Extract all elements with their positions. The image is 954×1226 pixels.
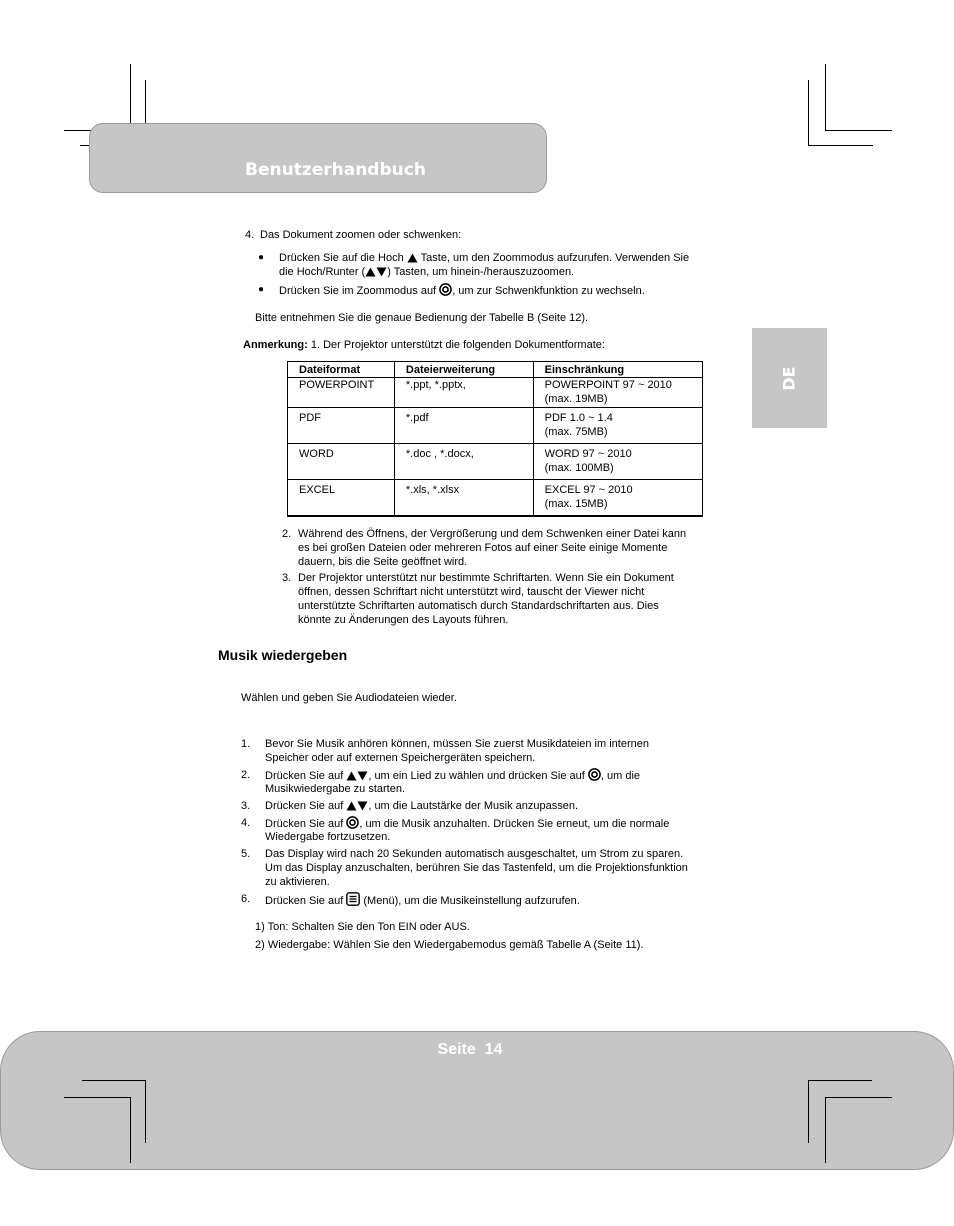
table-header-cell: Einschränkung [533, 362, 702, 378]
limit-line: POWERPOINT 97 ~ 2010 [544, 379, 672, 391]
limit-line: (max. 100MB) [544, 462, 614, 474]
table-cell-limit [533, 378, 702, 408]
music-step-line: Wiedergabe fortzusetzen. [265, 831, 391, 843]
remark-note-line: unterstützte Schriftarten automatisch durch Standardschriftarten aus. Dies [298, 600, 659, 612]
page-number: Seite 14 [437, 1041, 503, 1058]
music-sub-item: 2) Wiedergabe: Wählen Sie den Wiedergabemodus gemäß Tabelle A (Seite 11). [255, 939, 644, 951]
zoom-bullet-1-line-1 [279, 251, 689, 265]
table-cell-extension: *.pdf [394, 408, 533, 444]
music-step-text: Drücken Sie auf [265, 770, 344, 782]
table-cell-format: EXCEL [288, 480, 395, 517]
table-row [288, 408, 703, 444]
zoom-bullet-2 [279, 283, 645, 298]
remark-text: 1. Der Projektor unterstützt die folgenden Dokumentformate: [310, 339, 605, 351]
header-title: Benutzerhandbuch [245, 160, 426, 180]
zoom-bullet-1-text-c: die Hoch/Runter ( [279, 266, 366, 278]
zoom-bullet-1-text-d: ) Tasten, um hinein-/herauszuzoomen. [387, 266, 575, 278]
limit-line: WORD 97 ~ 2010 [544, 448, 632, 460]
remark-note-line: dauern, bis die Seite geöffnet wird. [298, 556, 468, 568]
remark-note-line: es bei großen Dateien oder mehreren Fotos auf einer Seite einige Momente [298, 542, 668, 554]
zoom-item-number: 4. [245, 229, 255, 241]
ok-button-icon [588, 768, 601, 781]
zoom-bullet-1-line-2 [279, 265, 574, 279]
remark-note-line: Der Projektor unterstützt nur bestimmte Schriftarten. Wenn Sie ein Dokument [298, 572, 674, 584]
menu-icon [346, 892, 360, 906]
up-triangle-icon [346, 771, 357, 781]
bullet-dot: ● [258, 284, 265, 295]
music-step-line: zu aktivieren. [265, 876, 330, 888]
table-header-row [288, 362, 703, 378]
zoom-bullet-2-text-b: , um zur Schwenkfunktion zu wechseln. [452, 285, 645, 297]
table-cell-extension: *.xls, *.xlsx [394, 480, 533, 517]
remark-note-line: öffnen, dessen Schriftart nicht unterstützt wird, tauscht der Viewer nicht [298, 586, 645, 598]
zoom-note: Bitte entnehmen Sie die genaue Bedienung der Tabelle B (Seite 12). [255, 312, 589, 324]
remark-line [243, 338, 605, 352]
header-tab [89, 123, 547, 193]
music-step-number: 2. [241, 769, 251, 781]
down-triangle-icon [376, 267, 387, 277]
table-cell-limit [533, 408, 702, 444]
music-step-line [265, 816, 669, 831]
music-step-text: , um ein Lied zu wählen und drücken Sie auf [368, 770, 585, 782]
zoom-bullet-1-text-a: Drücken Sie auf die Hoch [279, 252, 404, 264]
table-cell-format: PDF [288, 408, 395, 444]
table-row [288, 378, 703, 408]
music-step-text: Drücken Sie auf [265, 800, 344, 812]
language-tab-label: DE [780, 365, 799, 391]
music-step-line: Um das Display anzuschalten, berühren Sie das Tastenfeld, um die Projektionsfunktion [265, 862, 688, 874]
music-step-number: 4. [241, 817, 251, 829]
music-step-text: , um die Lautstärke der Musik anzupassen. [368, 800, 579, 812]
limit-line: PDF 1.0 ~ 1.4 [544, 412, 613, 424]
table-row [288, 480, 703, 517]
ok-button-icon [439, 283, 452, 296]
zoom-bullet-2-text-a: Drücken Sie im Zoommodus auf [279, 285, 437, 297]
music-step-line: Das Display wird nach 20 Sekunden automatisch ausgeschaltet, um Strom zu sparen. [265, 848, 684, 860]
limit-line: (max. 75MB) [544, 426, 608, 438]
table-cell-extension: *.ppt, *.pptx, [394, 378, 533, 408]
ok-button-icon [346, 816, 359, 829]
table-cell-extension: *.doc , *.docx, [394, 444, 533, 480]
music-step-number: 3. [241, 800, 251, 812]
remark-note-line: Während des Öffnens, der Vergrößerung und dem Schwenken einer Datei kann [298, 528, 687, 540]
table-cell-format: WORD [288, 444, 395, 480]
table-header-cell: Dateierweiterung [394, 362, 533, 378]
music-step-number: 6. [241, 893, 251, 905]
table-row [288, 444, 703, 480]
remark-label: Anmerkung: [243, 339, 308, 351]
music-step-text: Drücken Sie auf [265, 895, 344, 907]
up-triangle-icon [346, 801, 357, 811]
remark-note-number: 3. [282, 572, 292, 584]
music-step-text: , um die Musik anzuhalten. Drücken Sie erneut, um die normale [359, 818, 670, 830]
music-step-line: Bevor Sie Musik anhören können, müssen Sie zuerst Musikdateien im internen [265, 738, 649, 750]
up-triangle-icon [407, 253, 418, 263]
music-intro: Wählen und geben Sie Audiodateien wieder. [241, 692, 457, 704]
zoom-bullet-1-text-b: Taste, um den Zoommodus aufzurufen. Verwenden Sie [420, 252, 690, 264]
table-cell-format: POWERPOINT [288, 378, 395, 408]
music-step-line: Musikwiedergabe zu starten. [265, 783, 406, 795]
limit-line: (max. 15MB) [544, 498, 608, 510]
table-header-cell: Dateiformat [288, 362, 395, 378]
limit-line: EXCEL 97 ~ 2010 [544, 484, 633, 496]
music-step-text: (Menü), um die Musikeinstellung aufzurufen. [363, 895, 580, 907]
limit-line: (max. 19MB) [544, 393, 608, 405]
remark-note-number: 2. [282, 528, 292, 540]
document-format-table [287, 361, 703, 517]
music-sub-item: 1) Ton: Schalten Sie den Ton EIN oder AUS. [255, 921, 470, 933]
table-cell-limit [533, 444, 702, 480]
music-step-line [265, 799, 578, 813]
music-step-line [265, 768, 640, 783]
music-step-text: Drücken Sie auf [265, 818, 344, 830]
music-step-number: 1. [241, 738, 251, 750]
up-triangle-icon [365, 267, 376, 277]
down-triangle-icon [357, 771, 368, 781]
music-step-number: 5. [241, 848, 251, 860]
remark-note-line: könnte zu Änderungen des Layouts führen. [298, 614, 509, 626]
down-triangle-icon [357, 801, 368, 811]
zoom-item-text: Das Dokument zoomen oder schwenken: [260, 229, 462, 241]
bullet-dot: ● [258, 252, 265, 263]
music-step-text: , um die [600, 770, 641, 782]
table-cell-limit [533, 480, 702, 517]
music-heading: Musik wiedergeben [218, 647, 348, 663]
music-step-line: Speicher oder auf externen Speichergeräten speichern. [265, 752, 536, 764]
music-step-line [265, 892, 580, 908]
language-tab-label-wrap [752, 328, 827, 428]
